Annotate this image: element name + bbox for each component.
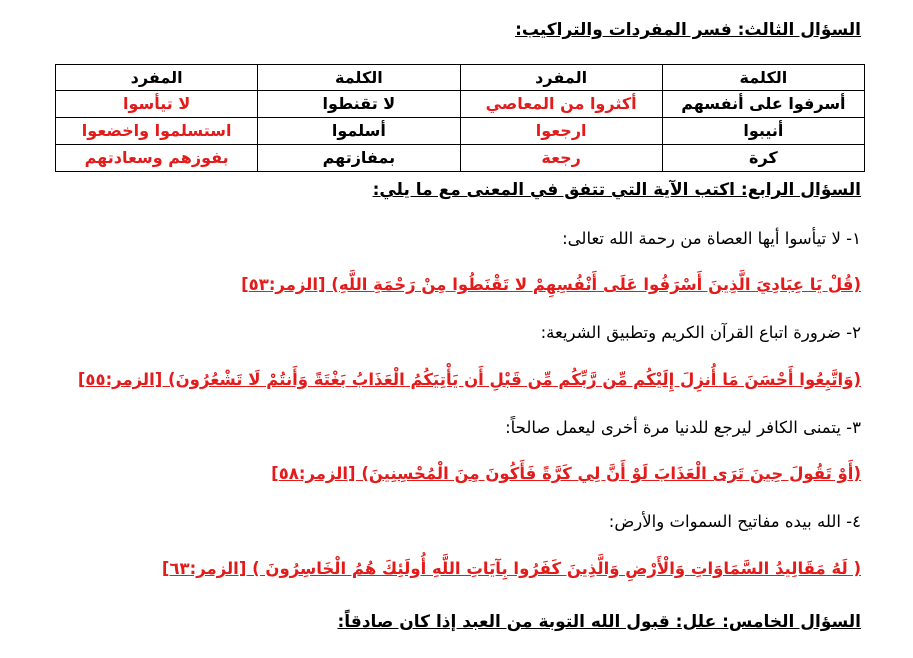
item-2-verse: (وَاتَّبِعُوا أَحْسَنَ مَا أُنزِلَ إِلَيْكُم مِّن رَّبِّكُم مِّن قَبْلِ أَن يَأْتِيَكُمُ الْعَذَابُ بَغْتَةً وَأَنتُمْ لَا تَشْعُرُونَ) [الزمر:٥٥] xyxy=(77,370,861,389)
table-cell-word: بمفازتهم xyxy=(258,145,460,172)
table-header: المفرد xyxy=(56,65,258,91)
table-cell-meaning: لا تيأسوا xyxy=(56,91,258,118)
item-1-prompt: ١- لا تيأسوا أيها العصاة من رحمة الله تعالى: xyxy=(562,229,861,248)
question-5-title: السؤال الخامس: علل: قبول الله التوبة من العبد إذا كان صادقاً: xyxy=(337,612,861,632)
item-3-verse: (أَوْ تَقُولَ حِينَ تَرَى الْعَذَابَ لَوْ أَنَّ لِي كَرَّةً فَأَكُونَ مِنَ الْمُحْسِنِينَ) [الزمر:٥٨] xyxy=(271,464,861,483)
item-3-prompt: ٣- يتمنى الكافر ليرجع للدنيا مرة أخرى ليعمل صالحاً: xyxy=(505,418,861,437)
table-header: الكلمة xyxy=(662,65,864,91)
table-cell-meaning: ارجعوا xyxy=(460,118,662,145)
item-2-prompt: ٢- ضرورة اتباع القرآن الكريم وتطبيق الشريعة: xyxy=(540,323,861,342)
question-4-title: السؤال الرابع: اكتب الآية التي تتفق في المعنى مع ما يلي: xyxy=(372,180,861,200)
table-cell-meaning: بفوزهم وسعادتهم xyxy=(56,145,258,172)
table-cell-meaning: استسلموا واخضعوا xyxy=(56,118,258,145)
table-cell-word: أسلموا xyxy=(258,118,460,145)
table-row xyxy=(56,118,865,145)
item-4-verse: ( لَهُ مَقَالِيدُ السَّمَاوَاتِ وَالْأَرْضِ وَالَّذِينَ كَفَرُوا بِآيَاتِ اللَّهِ أُولَئِكَ هُمُ الْخَاسِرُونَ ) [الزمر:٦٣] xyxy=(161,559,861,578)
table-cell-meaning: أكثروا من المعاصي xyxy=(460,91,662,118)
table-cell-meaning: رجعة xyxy=(460,145,662,172)
table-cell-word: أنيبوا xyxy=(662,118,864,145)
table-header-row xyxy=(56,65,865,91)
table-row xyxy=(56,145,865,172)
vocabulary-table xyxy=(55,64,865,172)
table-cell-word: كرة xyxy=(662,145,864,172)
table-cell-word: أسرفوا على أنفسهم xyxy=(662,91,864,118)
item-1-verse: (قُلْ يَا عِبَادِيَ الَّذِينَ أَسْرَفُوا عَلَى أَنْفُسِهِمْ لا تَقْنَطُوا مِنْ رَحْمَةِ اللَّهِ) [الزمر:٥٣] xyxy=(241,275,861,294)
table-row xyxy=(56,91,865,118)
item-4-prompt: ٤- الله بيده مفاتيح السموات والأرض: xyxy=(608,512,861,531)
table-header: الكلمة xyxy=(258,65,460,91)
table-cell-word: لا تقنطوا xyxy=(258,91,460,118)
question-3-title: السؤال الثالث: فسر المفردات والتراكيب: xyxy=(515,20,861,40)
table-header: المفرد xyxy=(460,65,662,91)
